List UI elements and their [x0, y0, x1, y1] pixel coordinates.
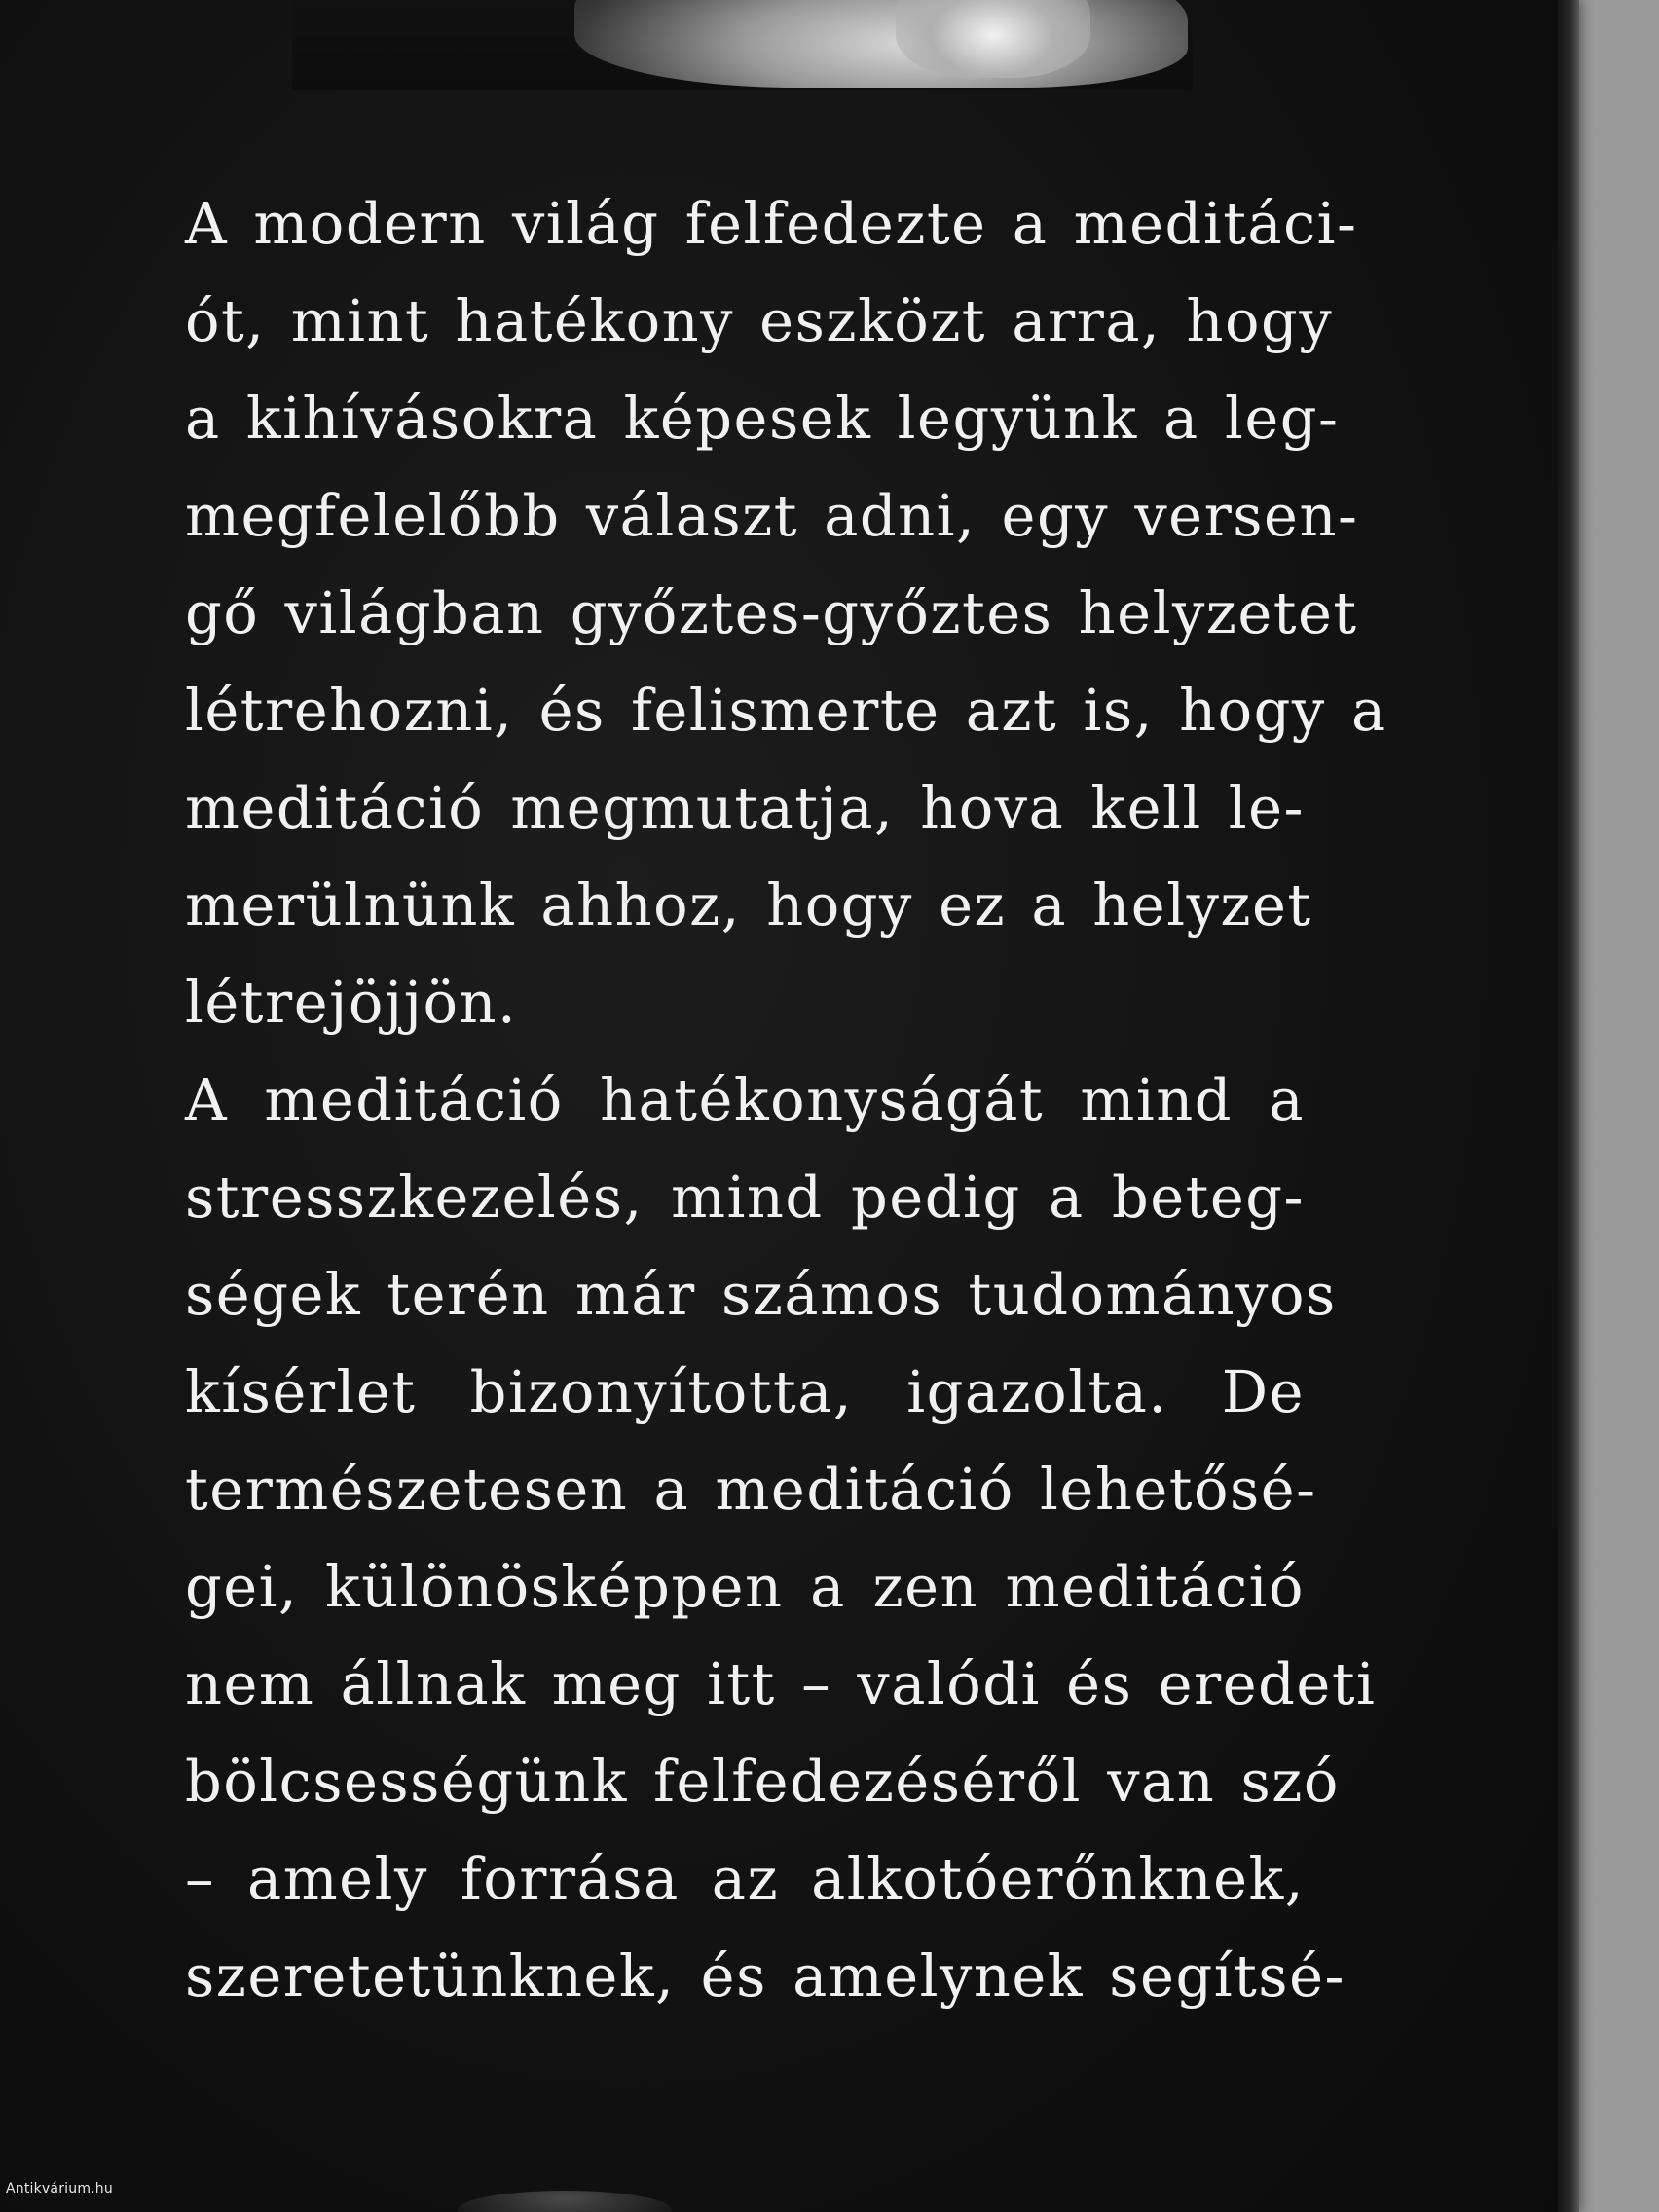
- watermark-text: Antikvárium.hu: [6, 2181, 113, 2196]
- text-line: természetesen a meditáció lehetősé-: [185, 1456, 1317, 1523]
- text-line: nem állnak meg itt – valódi és eredeti: [185, 1650, 1377, 1717]
- photo-hands: [574, 0, 1188, 88]
- cover-edge: [1558, 0, 1579, 2212]
- text-line: a kihívásokra képesek legyünk a leg-: [185, 385, 1340, 452]
- blurb-paragraph-1: [185, 175, 1387, 1051]
- bottom-photo-fragment: [458, 2191, 672, 2212]
- cover-photo: [292, 0, 1193, 90]
- text-line: megfelelőbb választ adni, egy versen-: [185, 482, 1359, 549]
- text-line: A meditáció hatékonyságát mind a: [185, 1066, 1305, 1133]
- text-line: létrejöjjön.: [185, 969, 518, 1036]
- text-line: ót, mint hatékony eszközt arra, hogy: [185, 287, 1334, 354]
- text-line: merülnünk ahhoz, hogy ez a helyzet: [185, 871, 1312, 939]
- blurb-paragraph-2: [185, 1051, 1377, 2025]
- text-line: bölcsességünk felfedezéséről van szó: [185, 1748, 1340, 1815]
- text-line: kísérlet bizonyította, igazolta. De: [185, 1358, 1305, 1425]
- text-line: gő világban győztes-győztes helyzetet: [185, 579, 1358, 646]
- text-line: stresszkezelés, mind pedig a beteg-: [185, 1163, 1305, 1231]
- blurb-text: [185, 175, 1387, 2025]
- text-line: gei, különösképpen a zen meditáció: [185, 1553, 1305, 1620]
- text-line: ségek terén már számos tudományos: [185, 1261, 1337, 1328]
- text-line: – amely forrása az alkotóerőnknek,: [185, 1845, 1305, 1912]
- photo-highlight: [896, 0, 1090, 78]
- text-line: A modern világ felfedezte a meditáci-: [185, 190, 1358, 257]
- text-line: meditáció megmutatja, hova kell le-: [185, 774, 1305, 841]
- text-line: szeretetünknek, és amelynek segítsé-: [185, 1942, 1346, 2009]
- text-line: létrehozni, és felismerte azt is, hogy a: [185, 677, 1387, 744]
